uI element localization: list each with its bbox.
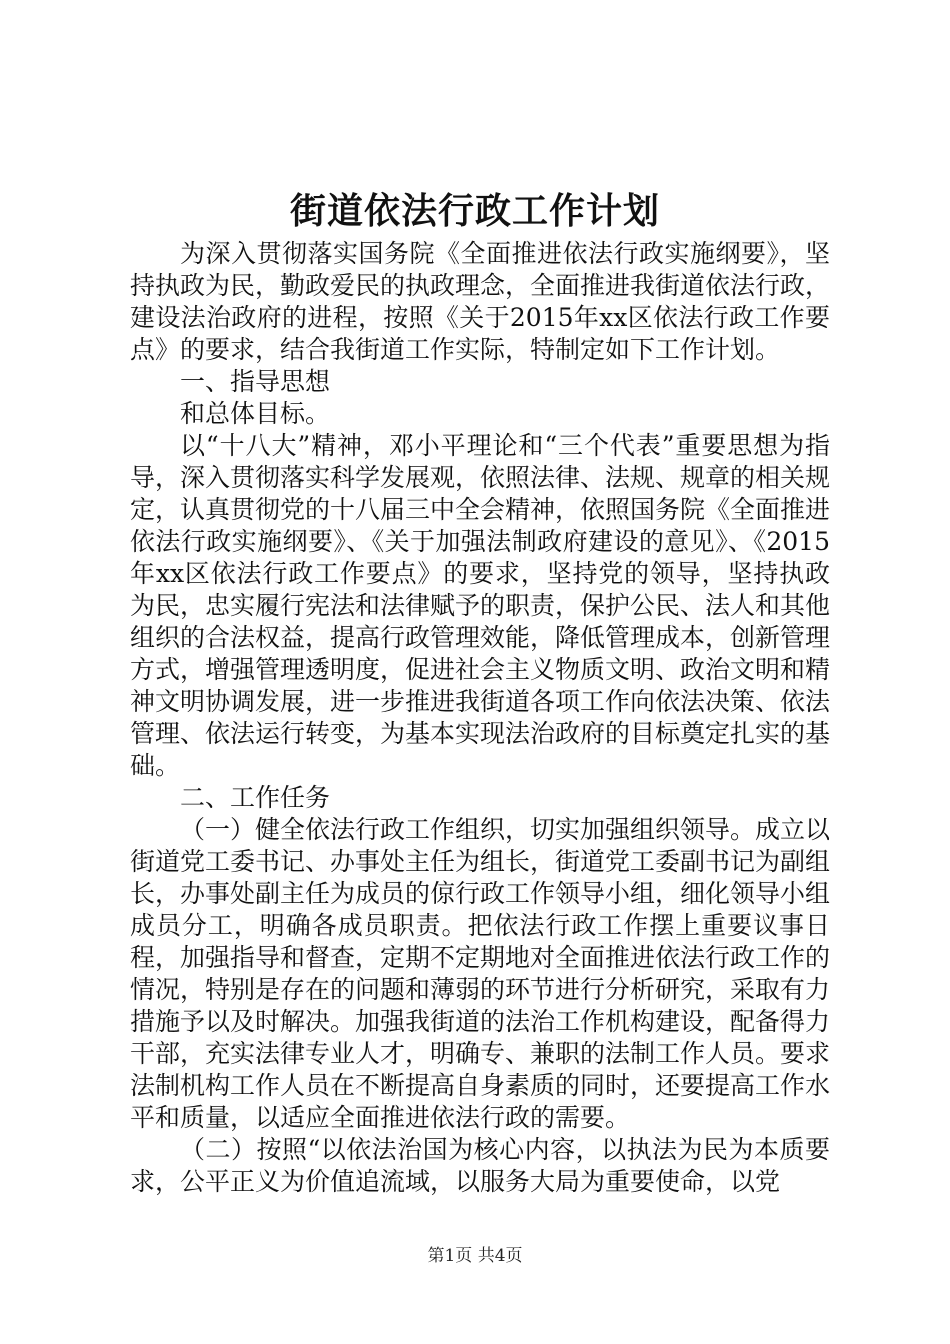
paragraph-intro: 为深入贯彻落实国务院《全面推进依法行政实施纲要》，坚持执政为民，勤政爱民的执政理念，全面推进我街道依法行政，建设法治政府的进程，按照《关于2015年xx区依法行政工作要点》的要求，结合我街道工作实际，特制定如下工作计划。 [130,239,831,364]
heading-overall-goal: 和总体目标。 [180,399,331,428]
heading-guiding-thought: 一、指导思想 [180,367,331,396]
paragraph-task-two: （二）按照“以依法治国为核心内容，以执法为民为本质要求，公平正义为价值追流域，以服务大局为重要使命，以党 [130,1135,830,1196]
document-title: 街道依法行政工作计划 [289,190,660,232]
paragraph-task-one: （一）健全依法行政工作组织，切实加强组织领导。成立以街道党工委书记、办事处主任为组长，街道党工委副书记为副组长，办事处副主任为成员的倞行政工作领导小组，细化领导小组成员分工，明确各成员职责。把依法行政工作摆上重要议事日程，加强指导和督查，定期不定期地对全面推进依法行政工作的情况，特别是存在的问题和薄弱的环节进行分析研究，采取有力措施予以及时解决。加强我街道的法治工作机构建设，配备得力干部，充实法律专业人才，明确专、兼职的法制工作人员。要求法制机构工作人员在不断提高自身素质的同时，还要提高工作水平和质量，以适应全面推进依法行政的需要。 [130,815,831,1132]
page-footer: 第1页 共4页 [427,1246,523,1266]
document-body [130,238,830,1198]
heading-work-tasks: 二、工作任务 [180,783,331,812]
paragraph-guiding-content: 以“十八大”精神，邓小平理论和“三个代表”重要思想为指导，深入贯彻落实科学发展观，依照法律、法规、规章的相关规定，认真贯彻党的十八届三中全会精神，依照国务院《全面推进依法行政实施纲要》、《关于加强法制政府建设的意见》、《2015年xx区依法行政工作要点》的要求，坚持党的领导，坚持执政为民，忠实履行宪法和法律赋予的职责，保护公民、法人和其他组织的合法权益，提高行政管理效能，降低管理成本，创新管理方式，增强管理透明度，促进社会主义物质文明、政治文明和精神文明协调发展，进一步推进我街道各项工作向依法决策、依法管理、依法运行转变，为基本实现法治政府的目标奠定扎实的基础。 [130,431,831,780]
